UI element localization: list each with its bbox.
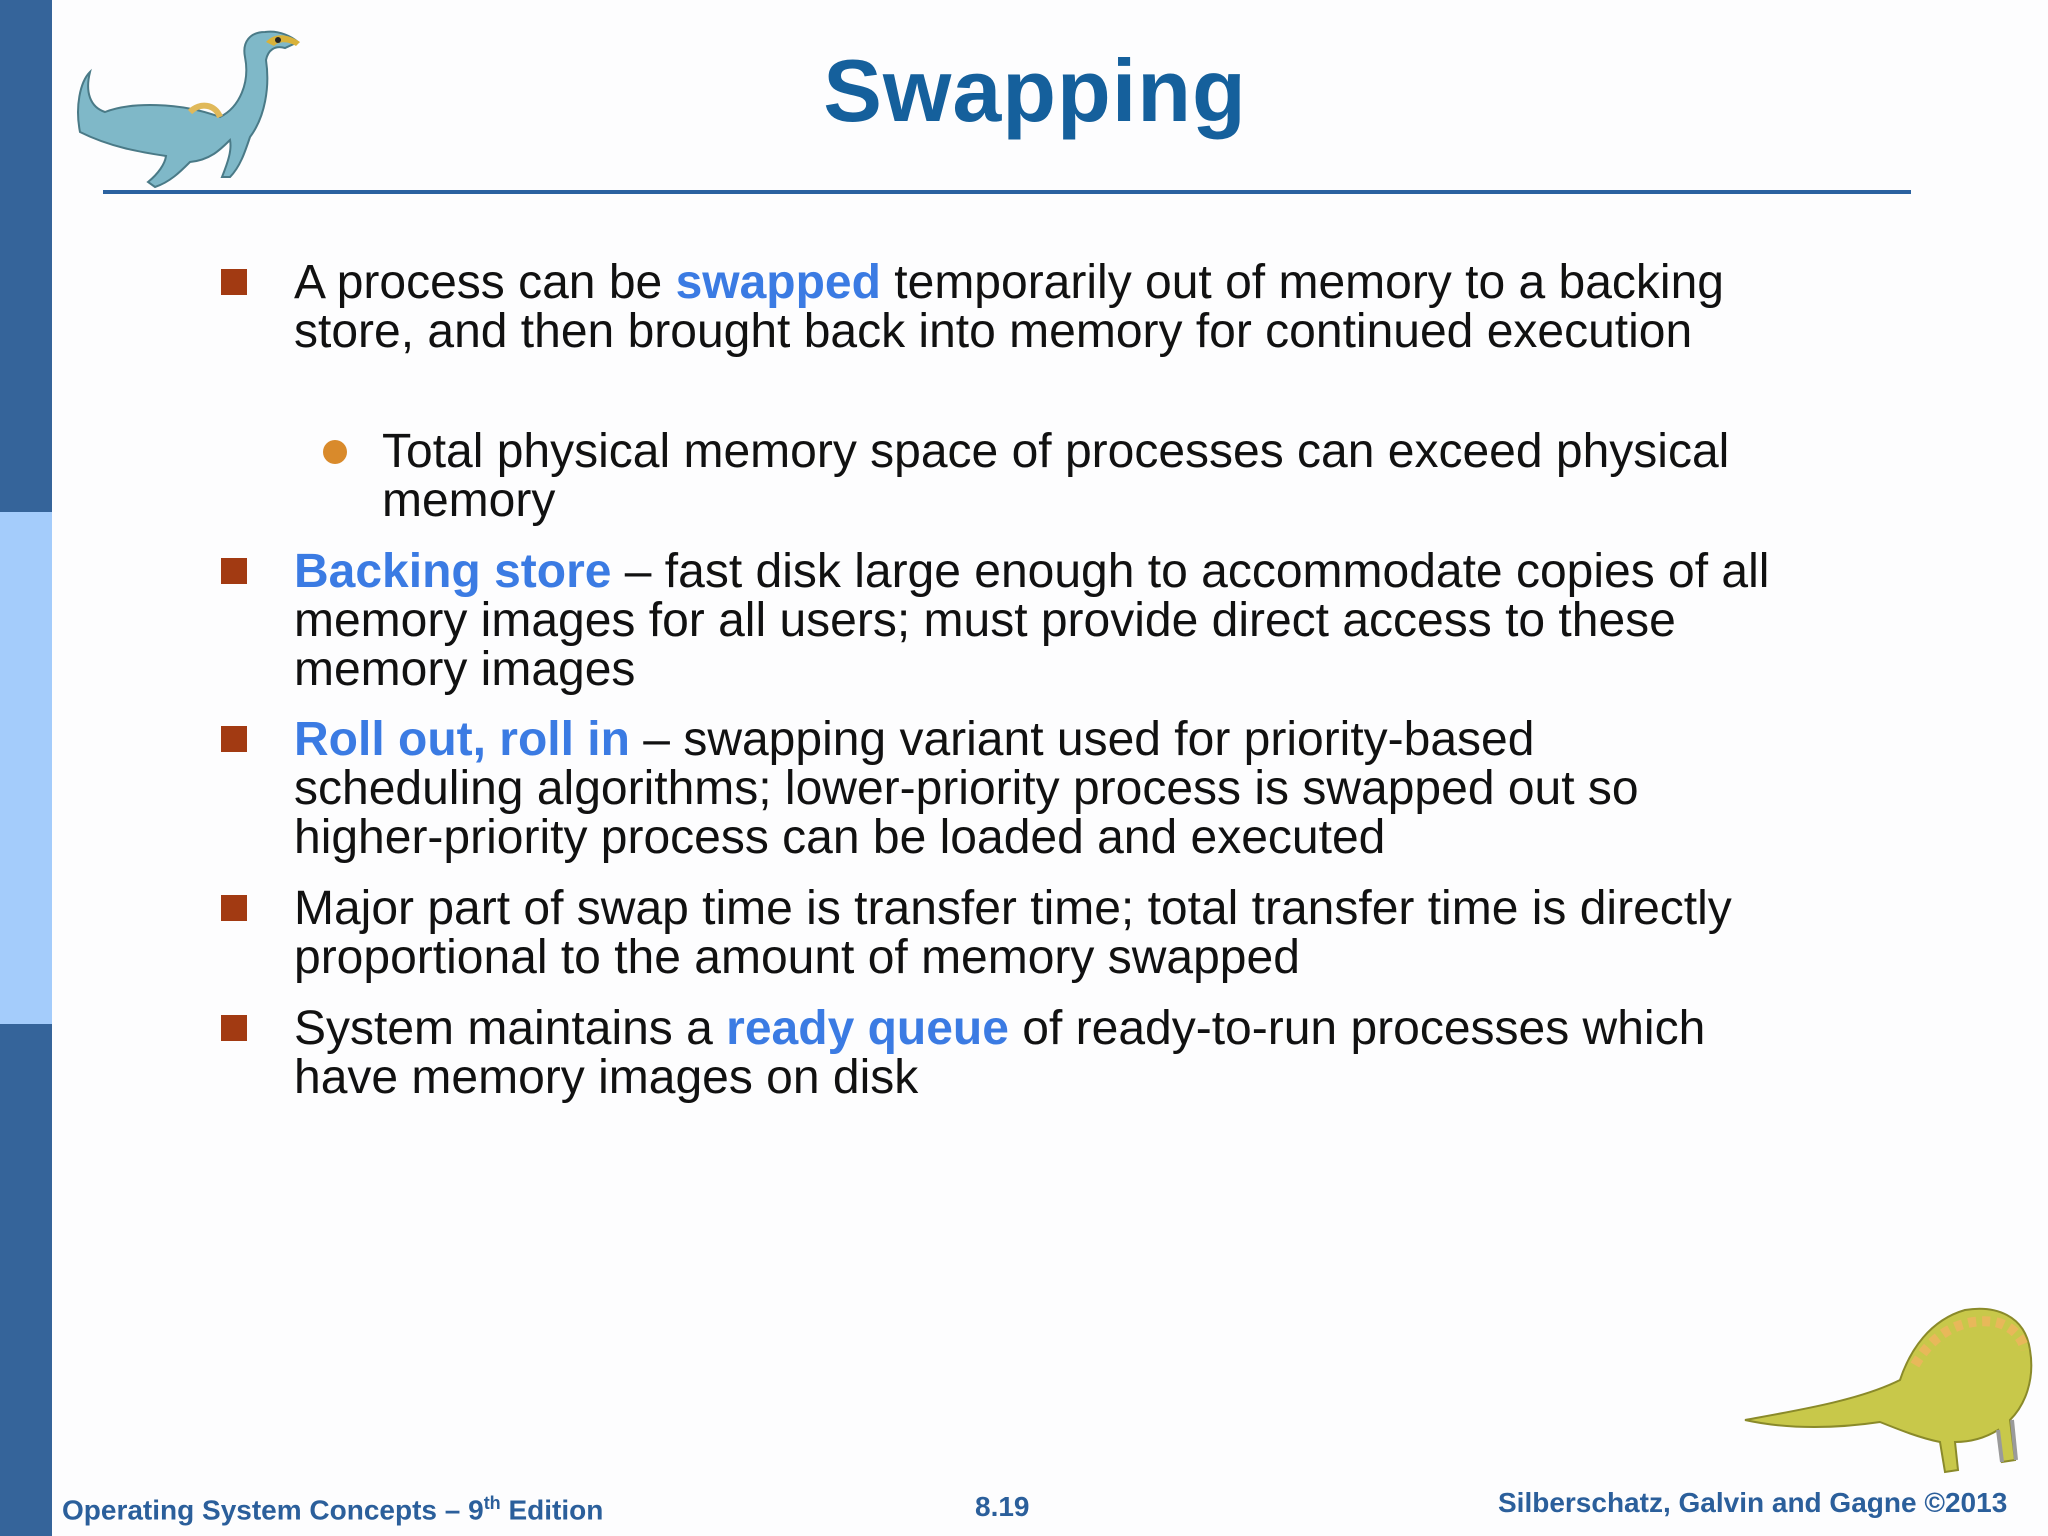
bullet-5-term: ready queue [726,1002,1009,1055]
footer-book-prefix: Operating System Concepts – 9 [62,1494,484,1526]
bullet-item-2 [294,547,1774,694]
square-bullet-icon [221,726,247,752]
footer-book-suffix: Edition [500,1494,604,1526]
bullet-item-4 [294,884,1774,982]
footer-copyright: Silberschatz, Galvin and Gagne ©2013 [1498,1487,2008,1518]
title-underline [103,190,1911,194]
bullet-1-text-b: temporarily out of memory to a backing store, and then brought back into memory for continued execution [294,256,1724,358]
bullet-1-text-a: A process can be [294,256,676,309]
square-bullet-icon [221,895,247,921]
bullet-1-term: swapped [675,256,881,309]
footer-book-sup: th [483,1493,501,1513]
bullet-2-text: – fast disk large enough to accommodate copies of all memory images for all users; must provide direct access to these memory images [294,545,1770,696]
sub-bullet-1-text: Total physical memory space of processes can exceed physical memory [382,425,1730,527]
sidebar-segment-bottom [0,1024,52,1536]
bullet-item-3 [294,715,1774,862]
footer-book-title [62,1493,603,1526]
sidebar-segment-middle [0,512,52,1024]
slide-title: Swapping [823,41,1247,140]
bullet-item-5 [294,1004,1774,1102]
footer-page-number: 8.19 [975,1491,1030,1522]
sub-bullet-item-1 [382,427,1742,525]
left-sidebar-band [0,0,52,1536]
square-bullet-icon [221,269,247,295]
bullet-5-text-b: of ready-to-run processes which have memory images on disk [294,1002,1706,1104]
bullet-2-term: Backing store [294,545,612,598]
square-bullet-icon [221,558,247,584]
bullet-3-text: – swapping variant used for priority-based scheduling algorithms; lower-priority process is swapped out so higher-priority process can be loaded and executed [294,713,1639,864]
bullet-3-term: Roll out, roll in [294,713,630,766]
dinosaur-logo-bottom [1740,1270,2040,1500]
bullet-5-text-a: System maintains a [294,1002,727,1055]
square-bullet-icon [221,1015,247,1041]
bullet-4-text: Major part of swap time is transfer time; total transfer time is directly proportional to the amount of memory swapped [294,882,1732,984]
round-bullet-icon [323,440,347,464]
bullet-item-1 [294,258,1774,356]
